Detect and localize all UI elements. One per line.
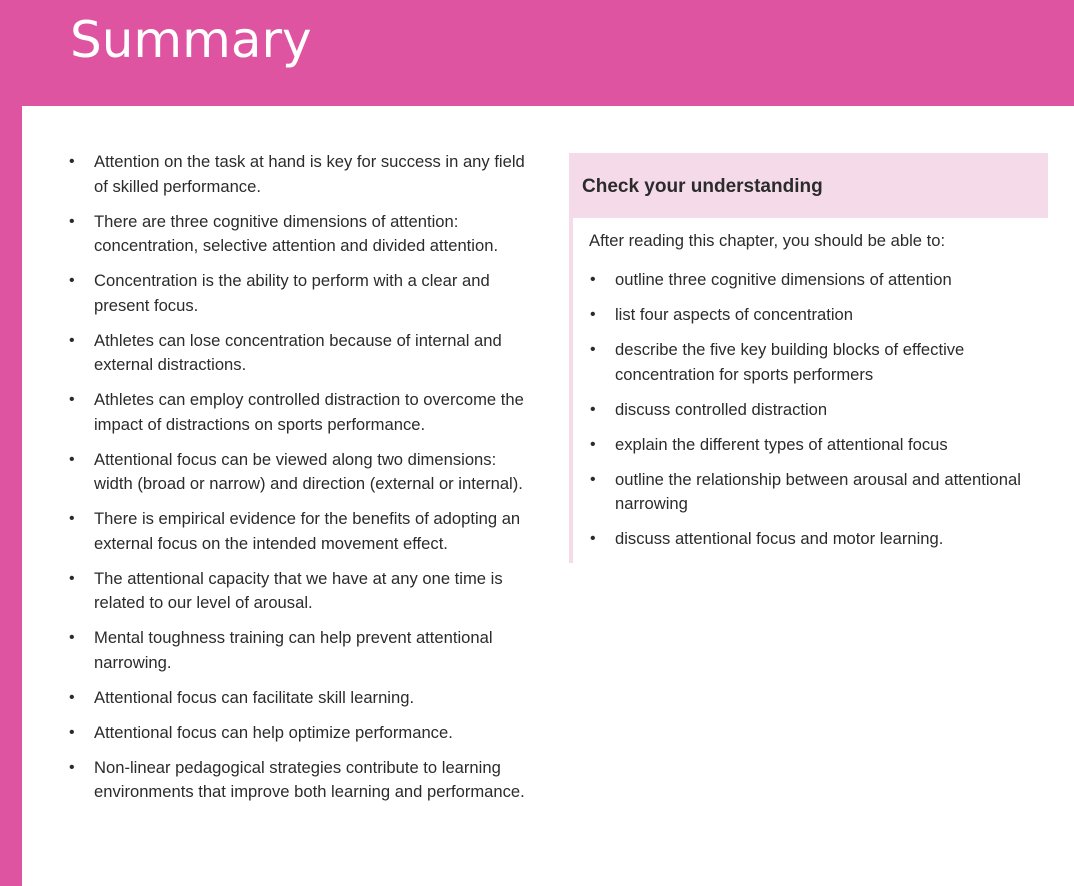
bullet-icon: • [69, 272, 75, 289]
bullet-icon: • [69, 723, 75, 741]
summary-list [68, 150, 538, 815]
summary-item-text: Concentration is the ability to perform with a clear and present focus. [94, 271, 490, 315]
bullet-icon: • [69, 629, 75, 646]
summary-item [68, 388, 538, 437]
check-understanding-rule [569, 153, 573, 563]
objective-item-text: list four aspects of concentration [615, 305, 853, 324]
summary-item-text: Attentional focus can be viewed along two dimensions: width (broad or narrow) and direction (external or internal). [94, 449, 523, 493]
summary-item [68, 686, 538, 711]
summary-item-text: The attentional capacity that we have at any one time is related to our level of arousal. [94, 568, 503, 612]
summary-item-text: There is empirical evidence for the benefits of adopting an external focus on the intended movement effect. [94, 509, 521, 553]
summary-item [68, 150, 538, 199]
bullet-icon: • [590, 470, 596, 488]
page-title: Summary [70, 11, 312, 69]
bullet-icon: • [590, 435, 596, 453]
summary-item-text: Non-linear pedagogical strategies contribute to learning environments that improve both learning and performance. [94, 757, 525, 801]
objective-item [589, 527, 1029, 552]
bullet-icon: • [590, 341, 596, 358]
objective-item [589, 433, 1029, 458]
summary-item [68, 567, 538, 616]
bullet-icon: • [69, 688, 75, 706]
bullet-icon: • [69, 569, 75, 587]
objective-item-text: explain the different types of attentional focus [615, 434, 948, 454]
bullet-icon: • [590, 530, 596, 547]
objective-item-text: describe the five key building blocks of effective concentration for sports performers [615, 340, 965, 384]
summary-item-text: Athletes can employ controlled distraction to overcome the impact of distractions on sports performance. [94, 390, 524, 434]
check-understanding-list [589, 268, 1029, 562]
summary-item [68, 329, 538, 378]
summary-item-text: Attention on the task at hand is key for success in any field of skilled performance. [94, 152, 525, 196]
bullet-icon: • [69, 153, 75, 170]
summary-item [68, 721, 538, 746]
bullet-icon: • [69, 510, 75, 527]
objective-item-text: outline three cognitive dimensions of attention [615, 270, 952, 289]
summary-item [68, 507, 538, 556]
objective-item-text: discuss attentional focus and motor learning. [615, 529, 944, 548]
bullet-icon: • [69, 758, 75, 776]
bullet-icon: • [590, 306, 596, 323]
objective-item-text: outline the relationship between arousal and attentional narrowing [615, 469, 1021, 513]
objective-item [589, 268, 1029, 293]
objective-item [589, 398, 1029, 423]
objective-item [589, 338, 1029, 387]
summary-item [68, 448, 538, 497]
objective-item [589, 303, 1029, 328]
summary-item-text: Attentional focus can facilitate skill learning. [94, 687, 415, 707]
summary-item [68, 210, 538, 259]
bullet-icon: • [69, 391, 75, 408]
summary-item [68, 269, 538, 318]
summary-item-text: Attentional focus can help optimize performance. [94, 722, 453, 742]
objective-item-text: discuss controlled distraction [615, 399, 828, 419]
summary-item-text: Athletes can lose concentration because of internal and external distractions. [94, 330, 502, 374]
summary-item-text: Mental toughness training can help prevent attentional narrowing. [94, 628, 493, 672]
check-understanding-intro: After reading this chapter, you should be able to: [589, 231, 946, 250]
summary-item [68, 756, 538, 805]
left-accent-band [0, 0, 22, 886]
summary-item-text: There are three cognitive dimensions of attention: concentration, selective attention and divided attention. [94, 211, 499, 255]
summary-item [68, 626, 538, 675]
objective-item [589, 468, 1029, 517]
check-understanding-title: Check your understanding [582, 176, 823, 197]
bullet-icon: • [590, 271, 596, 288]
check-understanding-panel [569, 153, 1048, 563]
bullet-icon: • [590, 400, 596, 418]
bullet-icon: • [69, 212, 75, 230]
bullet-icon: • [69, 331, 75, 349]
bullet-icon: • [69, 450, 75, 468]
